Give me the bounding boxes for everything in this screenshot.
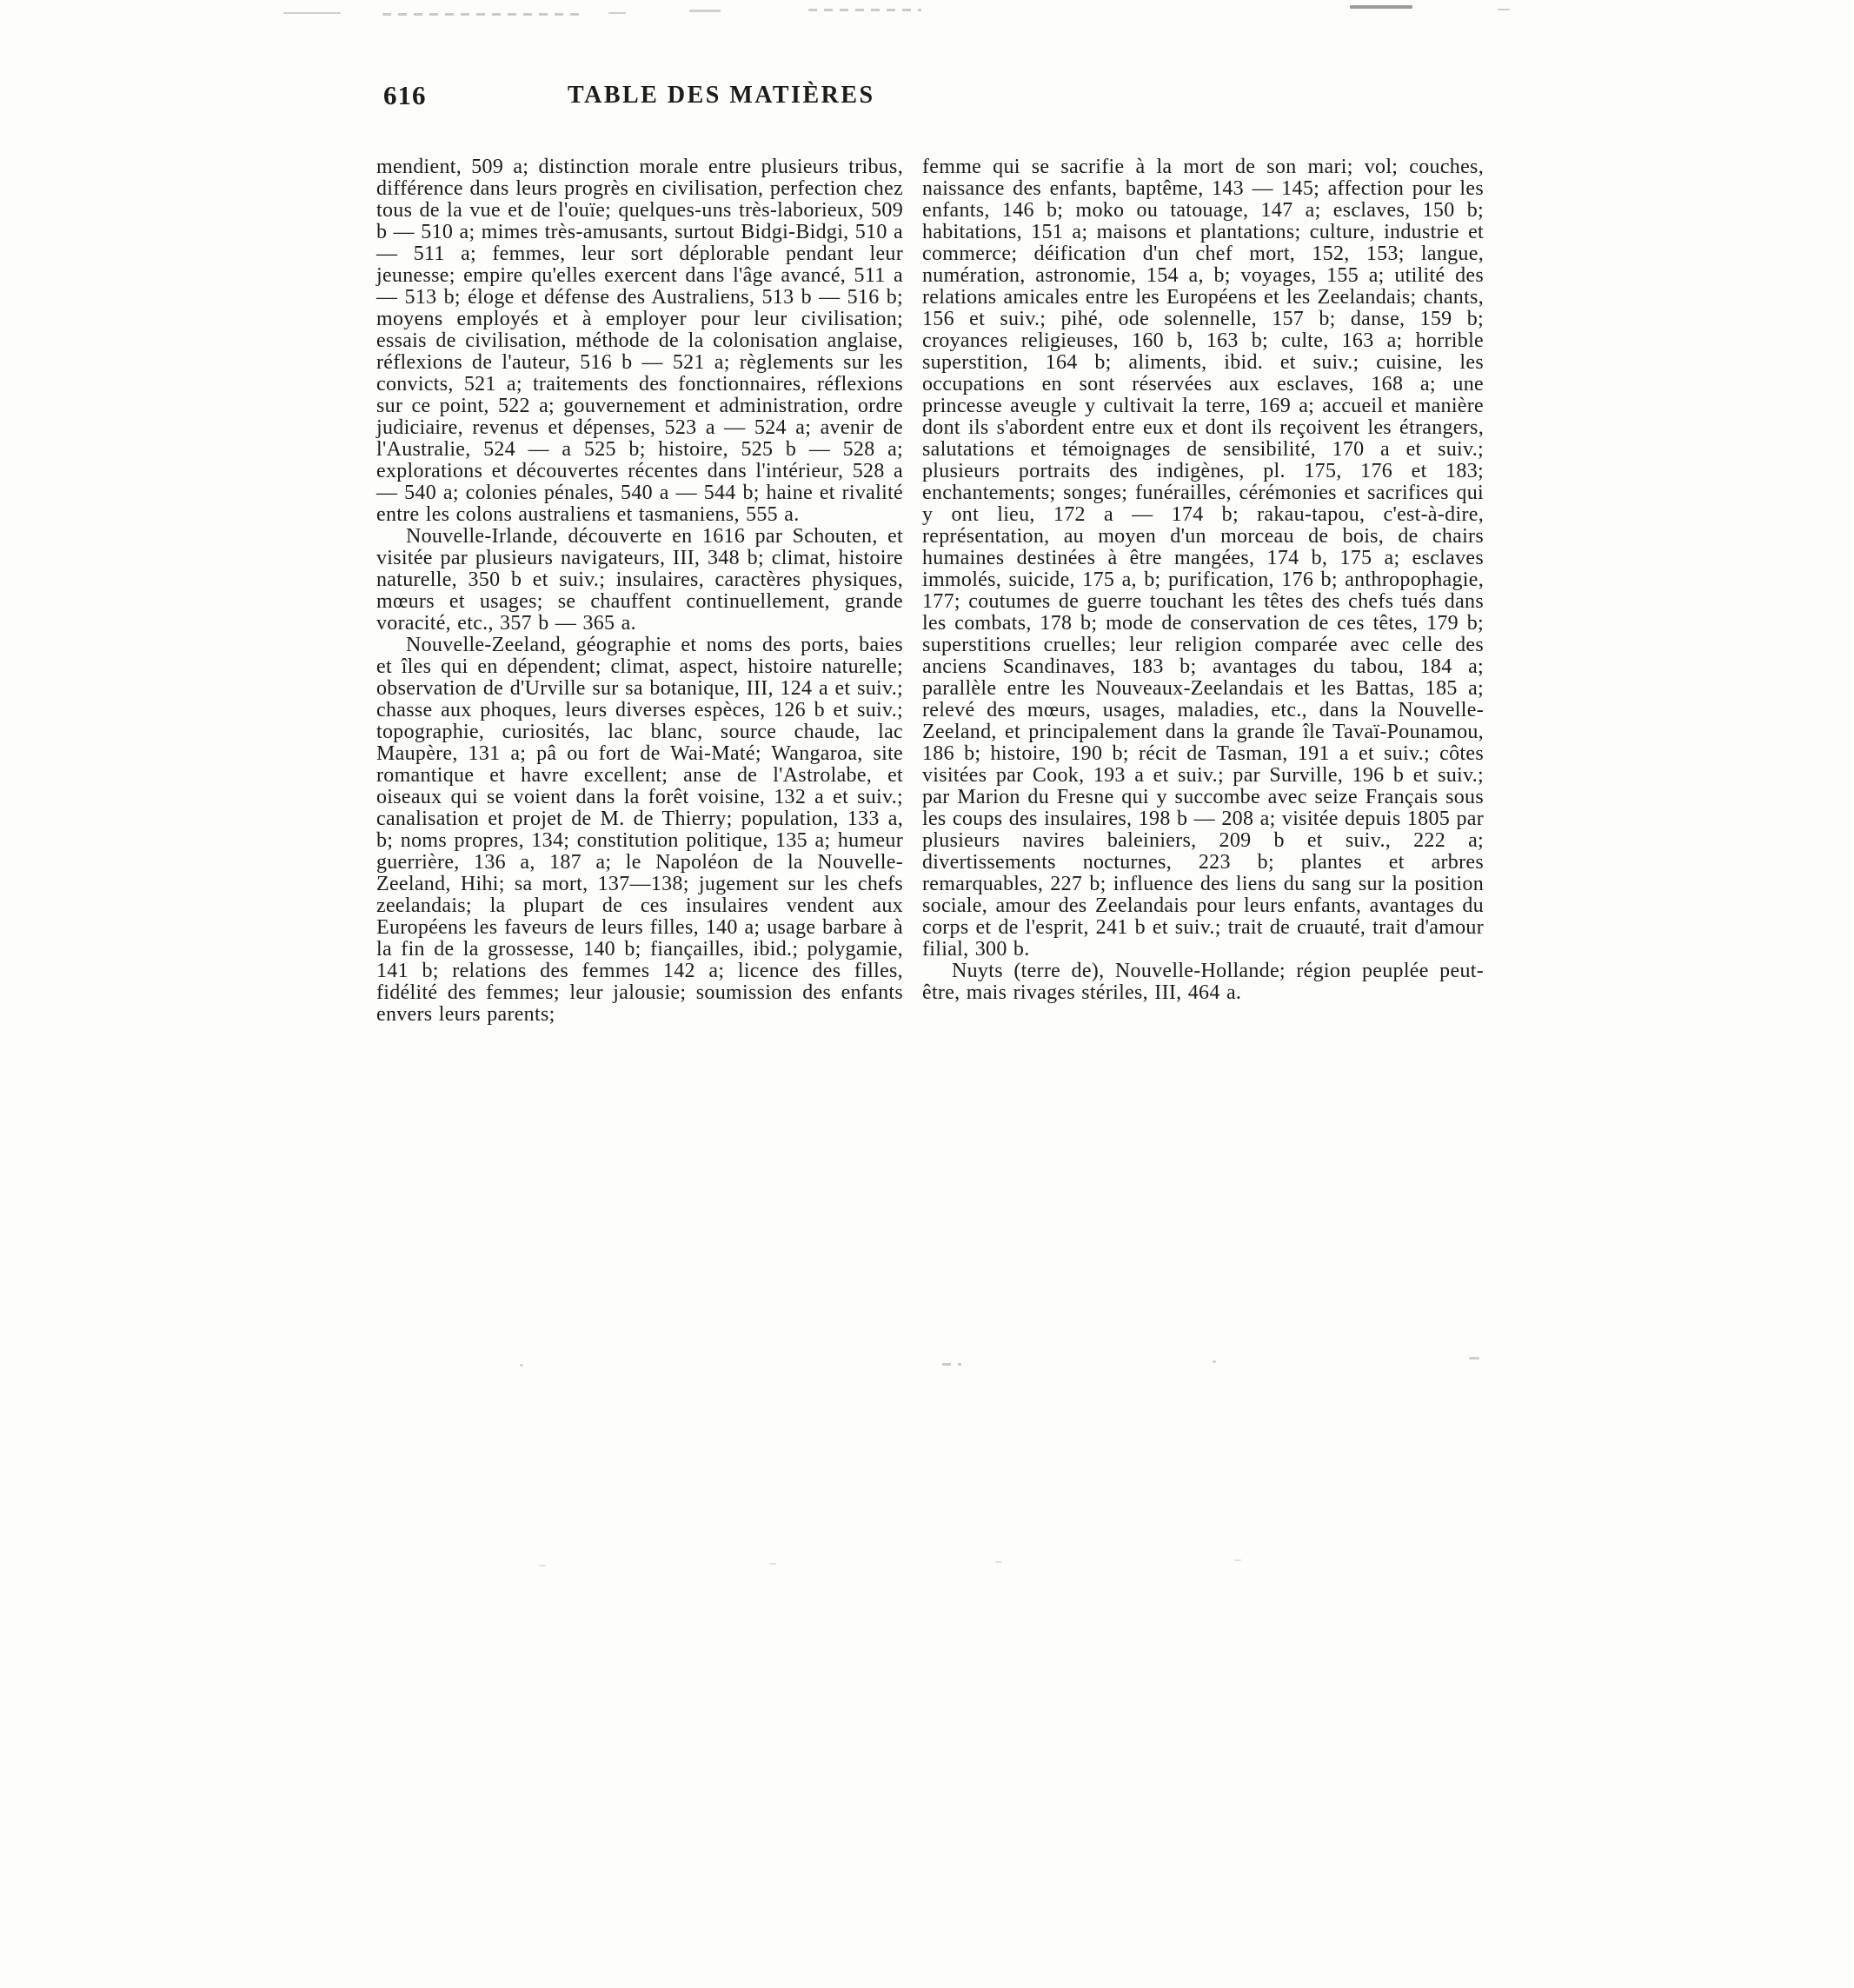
scan-artifact [1350,5,1412,9]
scan-artifact [808,9,921,11]
scan-artifact [520,1364,523,1366]
column-right [922,156,1484,1026]
page-title: TABLE DES MATIÈRES [568,82,875,109]
entry-nouvelle-zeeland: Nouvelle-Zeeland, géographie et noms des ports, baies et îles qui en dépendent; climat, aspect, histoire naturelle; observation de d'Urville sur sa botanique, III, 124 a et suiv.; chasse aux phoques, leurs diverses espèces, 126 b et suiv.; topographie, curiosités, lac blanc, source chaude, lac Maupère, 131 a; pâ ou fort de Wai-Maté; Wangaroa, site romantique et havre excellent; anse de l'Astrolabe, et oiseaux qui se voient dans la forêt voisine, 132 a et suiv.; canalisation et projet de M. de Thierry; population, 133 a, b; noms propres, 134; constitution politique, 135 a; humeur guerrière, 136 a, 187 a; le Napoléon de la Nouvelle-Zeeland, Hihi; sa mort, 137—138; jugement sur les chefs zeelandais; la plupart de ces insulaires vendent aux Européens les faveurs de leurs filles, 140 a; usage barbare à la fin de la grossesse, 140 b; fiançailles, ibid.; polygamie, 141 b; relations des femmes 142 a; licence des filles, fidélité des femmes; leur jalousie; soumission des enfants envers leurs parents; [376,634,903,1026]
scan-artifact [995,1561,1002,1563]
scan-artifact [382,13,582,16]
page-content [376,80,1484,1026]
page-header [376,80,1484,118]
scan-artifact [283,12,341,14]
entry-nuyts: Nuyts (terre de), Nouvelle-Hollande; région peuplée peut-être, mais rivages stériles, III, 464 a. [922,960,1484,1004]
entry-nouvelle-irlande: Nouvelle-Irlande, découverte en 1616 par Schouten, et visitée par plusieurs navigateurs, III, 348 b; climat, histoire naturelle, 350 b et suiv.; insulaires, caractères physiques, mœurs et usages; se chauffent continuellement, grande voracité, etc., 357 b — 365 a. [376,525,903,635]
scan-artifact [689,10,721,12]
scan-artifact [1234,1559,1241,1561]
index-columns [376,156,1484,1026]
entry-australiens-continuation: mendient, 509 a; distinction morale entre plusieurs tribus, différence dans leurs progrès en civilisation, perfection chez tous de la vue et de l'ouïe; quelques-uns très-laborieux, 509 b — 510 a; mimes très-amusants, surtout Bidgi-Bidgi, 510 a — 511 a; femmes, leur sort déplorable pendant leur jeunesse; empire qu'elles exercent dans l'âge avancé, 511 a — 513 b; éloge et défense des Australiens, 513 b — 516 b; moyens employés et à employer pour leur civilisation; essais de civilisation, méthode de la colonisation anglaise, réflexions de l'auteur, 516 b — 521 a; règlements sur les convicts, 521 a; traitements des fonctionnaires, réflexions sur ce point, 522 a; gouvernement et administration, ordre judiciaire, revenus et dépenses, 523 a — 524 a; avenir de l'Australie, 524 — a 525 b; histoire, 525 b — 528 a; explorations et découvertes récentes dans l'intérieur, 528 a — 540 a; colonies pénales, 540 a — 544 b; haine et rivalité entre les colons australiens et tasmaniens, 555 a. [376,156,903,526]
entry-nouvelle-zeeland-continuation: femme qui se sacrifie à la mort de son mari; vol; couches, naissance des enfants, baptême, 143 — 145; affection pour les enfants, 146 b; moko ou tatouage, 147 a; esclaves, 150 b; habitations, 151 a; maisons et plantations; culture, industrie et commerce; déification d'un chef mort, 152, 153; langue, numération, astronomie, 154 a, b; voyages, 155 a; utilité des relations amicales entre les Européens et les Zeelandais; chants, 156 et suiv.; pihé, ode solennelle, 157 b; danse, 159 b; croyances religieuses, 160 b, 163 b; culte, 163 a; horrible superstition, 164 b; aliments, ibid. et suiv.; cuisine, les occupations en sont réservées aux esclaves, 168 a; une princesse aveugle y cultivait la terre, 169 a; accueil et manière dont ils s'abordent entre eux et dont ils reçoivent les étrangers, salutations et témoignages de sensibilité, 170 a et suiv.; plusieurs portraits des indigènes, pl. 175, 176 et 183; enchantements; songes; funérailles, cérémonies et sacrifices qui y ont lieu, 172 a — 174 b; rakau-tapou, c'est-à-dire, représentation, au moyen d'un morceau de bois, de chairs humaines destinées à être mangées, 174 b, 175 a; esclaves immolés, suicide, 175 a, b; purification, 176 b; anthropophagie, 177; coutumes de guerre touchant les têtes des chefs tués dans les combats, 178 b; mode de conservation de ces têtes, 179 b; superstitions cruelles; leur religion comparée avec celle des anciens Scandinaves, 183 b; avantages du tabou, 184 a; parallèle entre les Nouveaux-Zeelandais et les Battas, 185 a; relevé des mœurs, usages, maladies, etc., dans la Nouvelle-Zeeland, et principalement dans la grande île Tavaï-Pounamou, 186 b; histoire, 190 b; récit de Tasman, 191 a et suiv.; côtes visitées par Cook, 193 a et suiv.; par Surville, 196 b et suiv.; par Marion du Fresne qui y succombe avec seize Français sous les coups des insulaires, 198 b — 208 a; visitée depuis 1805 par plusieurs navires baleiniers, 209 b et suiv., 222 a; divertissements nocturnes, 223 b; plantes et arbres remarquables, 227 b; influence des liens du sang sur la position sociale, amour des Zeelandais pour leurs enfants, avantages du corps et de l'esprit, 241 b et suiv.; trait de cruauté, trait d'amour filial, 300 b. [922,156,1484,961]
scan-artifact [1469,1357,1479,1360]
scan-artifact [1213,1360,1216,1363]
scan-artifact [608,12,626,14]
scan-artifact [942,1363,961,1366]
column-left [376,156,903,1026]
scan-artifact [769,1563,776,1565]
page-number: 616 [383,80,427,110]
scan-artifact [539,1565,546,1566]
scan-artifact [1498,9,1510,10]
